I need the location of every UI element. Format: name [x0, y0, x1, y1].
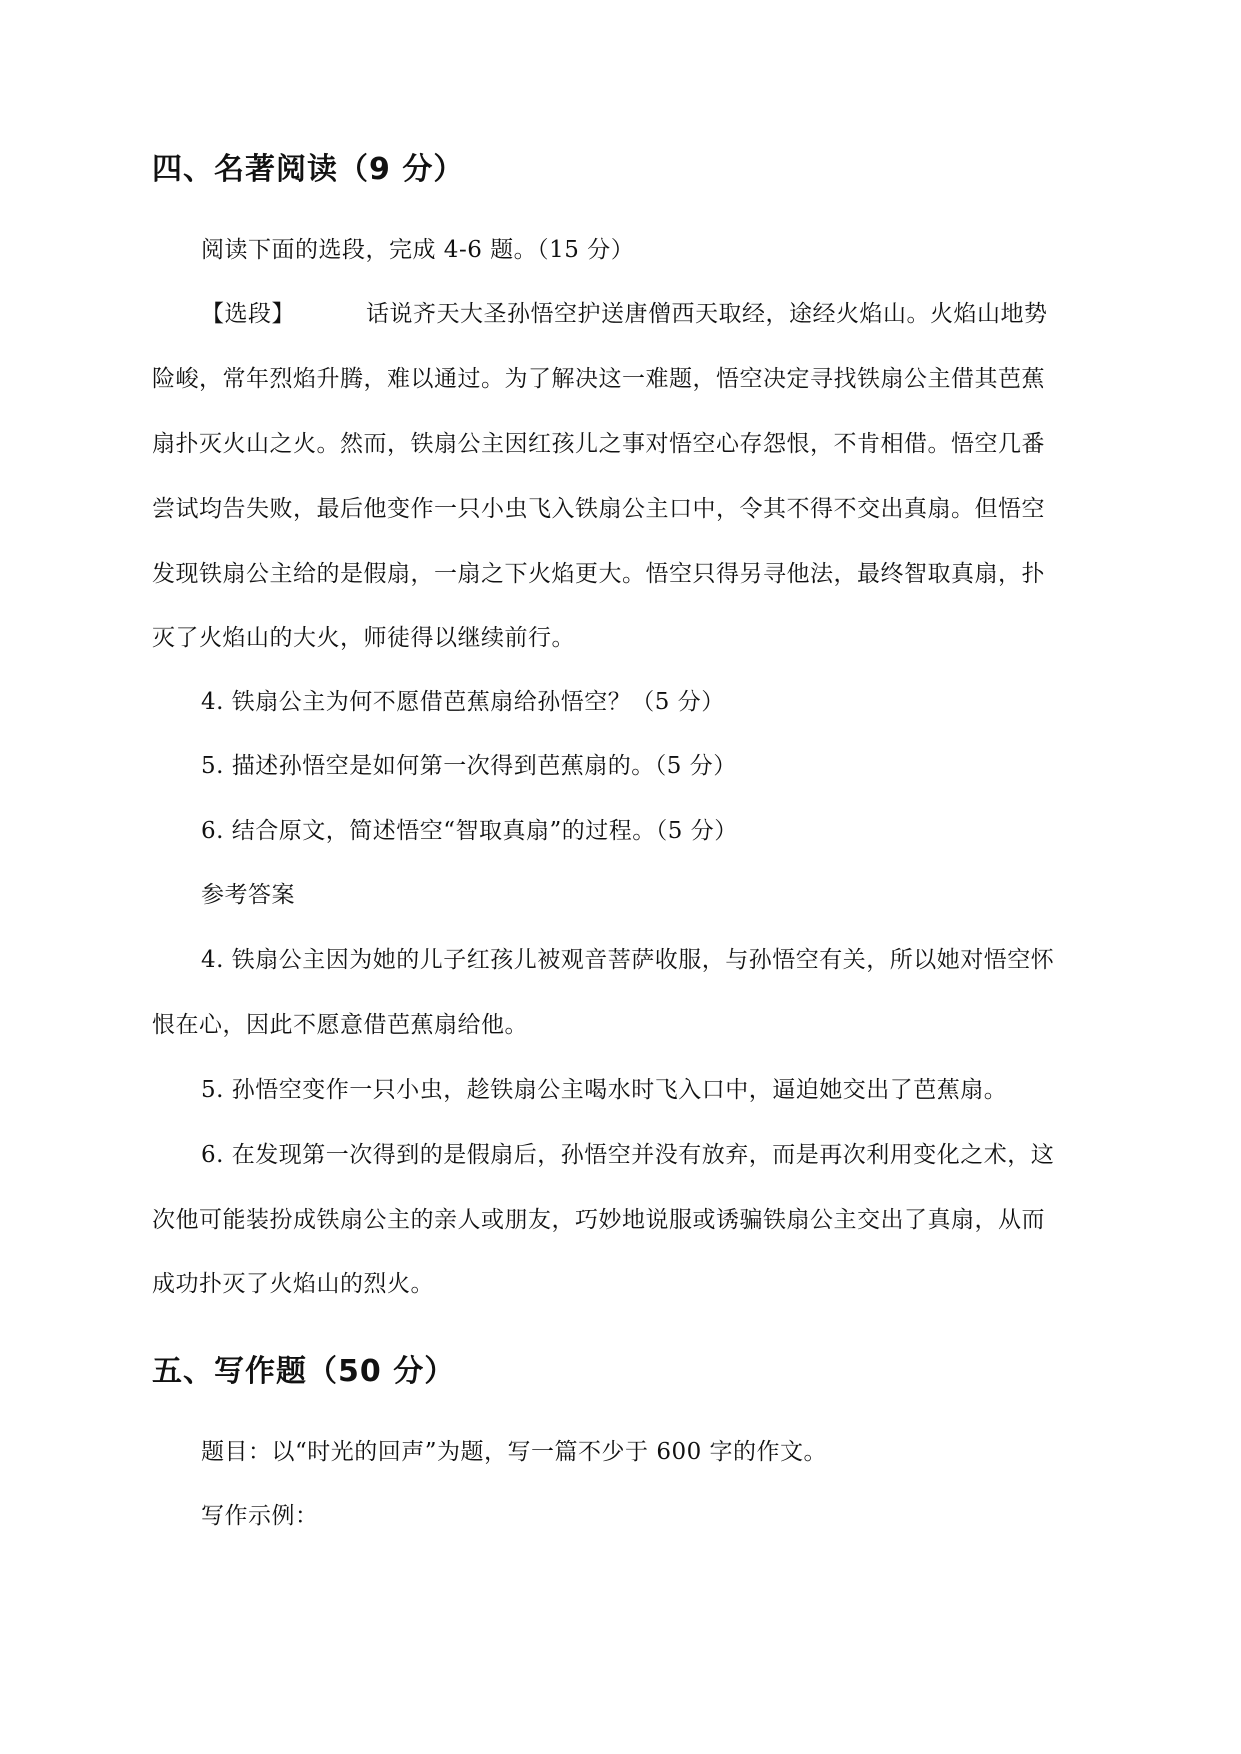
excerpt-line: 险峻，常年烈焰升腾，难以通过。为了解决这一难题，悟空决定寻找铁扇公主借其芭蕉	[152, 366, 1045, 392]
excerpt-line: 灭了火焰山的大火，师徒得以继续前行。	[152, 625, 575, 651]
question-six: 6. 结合原文，简述悟空“智取真扇”的过程。（5 分）	[201, 818, 738, 844]
excerpt-first-line	[201, 298, 1048, 330]
answer-six-line: 6. 在发现第一次得到的是假扇后，孙悟空并没有放弃，而是再次利用变化之术，这	[201, 1142, 1055, 1168]
section-five-heading: 五、写作题（50 分）	[152, 1354, 456, 1389]
excerpt-line: 话说齐天大圣孙悟空护送唐僧西天取经，途经火焰山。火焰山地势	[366, 301, 1048, 327]
writing-prompt: 题目：以“时光的回声”为题，写一篇不少于 600 字的作文。	[201, 1439, 828, 1465]
answer-six-line: 成功扑灭了火焰山的烈火。	[152, 1271, 434, 1297]
excerpt-line: 扇扑灭火山之火。然而，铁扇公主因红孩儿之事对悟空心存怨恨，不肯相借。悟空几番	[152, 431, 1045, 457]
answer-four-line: 恨在心，因此不愿意借芭蕉扇给他。	[152, 1012, 528, 1038]
reading-instructions: 阅读下面的选段，完成 4-6 题。（15 分）	[201, 237, 635, 263]
writing-example-label: 写作示例：	[201, 1503, 319, 1529]
answer-four-line: 4. 铁扇公主因为她的儿子红孩儿被观音菩萨收服，与孙悟空有关，所以她对悟空怀	[201, 947, 1055, 973]
question-four: 4. 铁扇公主为何不愿借芭蕉扇给孙悟空？（5 分）	[201, 689, 725, 715]
answer-key-label: 参考答案	[201, 882, 295, 908]
question-five: 5. 描述孙悟空是如何第一次得到芭蕉扇的。（5 分）	[201, 753, 737, 779]
answer-five: 5. 孙悟空变作一只小虫，趁铁扇公主喝水时飞入口中，逼迫她交出了芭蕉扇。	[201, 1077, 1008, 1103]
excerpt-line: 尝试均告失败，最后他变作一只小虫飞入铁扇公主口中，令其不得不交出真扇。但悟空	[152, 496, 1045, 522]
excerpt-line: 发现铁扇公主给的是假扇，一扇之下火焰更大。悟空只得另寻他法，最终智取真扇，扑	[152, 561, 1045, 587]
section-four-heading: 四、名著阅读（9 分）	[152, 152, 465, 187]
answer-six-line: 次他可能装扮成铁扇公主的亲人或朋友，巧妙地说服或诱骗铁扇公主交出了真扇，从而	[152, 1207, 1045, 1233]
excerpt-tag: 【选段】	[201, 301, 295, 327]
